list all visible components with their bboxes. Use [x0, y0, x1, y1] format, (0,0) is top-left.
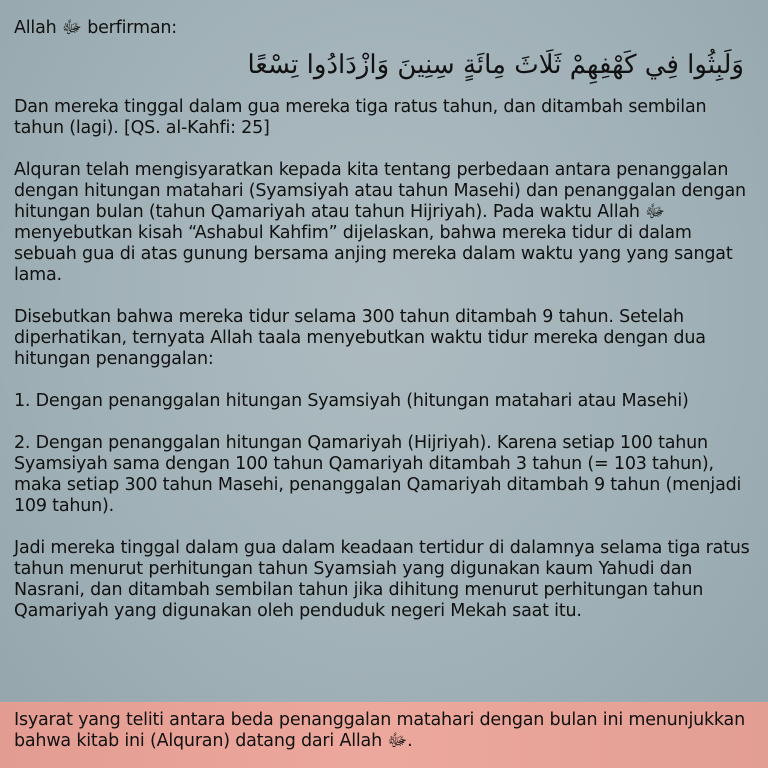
spacer	[14, 517, 754, 538]
list-item-solar: 1. Dengan penanggalan hitungan Syamsiyah (hitungan matahari atau Masehi)	[14, 391, 689, 411]
paragraph-conclusion: Jadi mereka tinggal dalam gua dalam keadaan tertidur di dalamnya selama tiga ratus tahun menurut perhitungan tahun Syamsiah yang digunakan kaum Yahudi dan Nasrani, dan ditambah sembilan tahun jika dihitung menurut perhitungan tahun Qamariyah yang digunakan oleh penduduk negeri Mekah saat itu.	[14, 538, 750, 621]
spacer	[14, 139, 754, 160]
spacer	[14, 370, 754, 391]
list-item-lunar: 2. Dengan penanggalan hitungan Qamariyah (Hijriyah). Karena setiap 100 tahun Syamsiyah sama dengan 100 tahun Qamariyah ditambah 3 tahun (= 103 tahun), maka setiap 300 tahun Masehi, penanggalan Qamariyah ditambah 9 tahun (menjadi 109 tahun).	[14, 433, 742, 516]
paragraph-sleep-duration: Disebutkan bahwa mereka tidur selama 300 tahun ditambah 9 tahun. Setelah diperhatikan, ternyata Allah taala menyebutkan waktu tidur mereka dengan dua hitungan penanggalan:	[14, 307, 706, 369]
paragraph-calendar-difference: Alquran telah mengisyaratkan kepada kita tentang perbedaan antara penanggalan dengan hitungan matahari (Syamsiyah atau tahun Masehi) dan penanggalan dengan hitungan bulan (tahun Qamariyah atau tahun Hijriyah). Pada waktu Allah ﷻ menyebutkan kisah “Ashabul Kahfim” dijelaskan, bahwa mereka tidur di dalam sebuah gua di atas gunung bersama anjing mereka dalam waktu yang yang sangat lama.	[14, 160, 746, 285]
arabic-verse: وَلَبِثُوا فِي كَهْفِهِمْ ثَلَاثَ مِائَةٍ سِنِينَ وَازْدَادُوا تِسْعًا	[247, 50, 744, 80]
verse-translation: Dan mereka tinggal dalam gua mereka tiga ratus tahun, dan ditambah sembilan tahun (lagi). [QS. al-Kahfi: 25]	[14, 97, 707, 138]
footer-text: Isyarat yang teliti antara beda penanggalan matahari dengan bulan ini menunjukkan bahwa kitab ini (Alquran) datang dari Allah ﷻ.	[14, 710, 745, 751]
footer-band	[0, 702, 768, 768]
intro-line: Allah ﷻ berfirman:	[14, 18, 177, 38]
article-body	[14, 18, 754, 622]
spacer	[14, 412, 754, 433]
spacer	[14, 286, 754, 307]
